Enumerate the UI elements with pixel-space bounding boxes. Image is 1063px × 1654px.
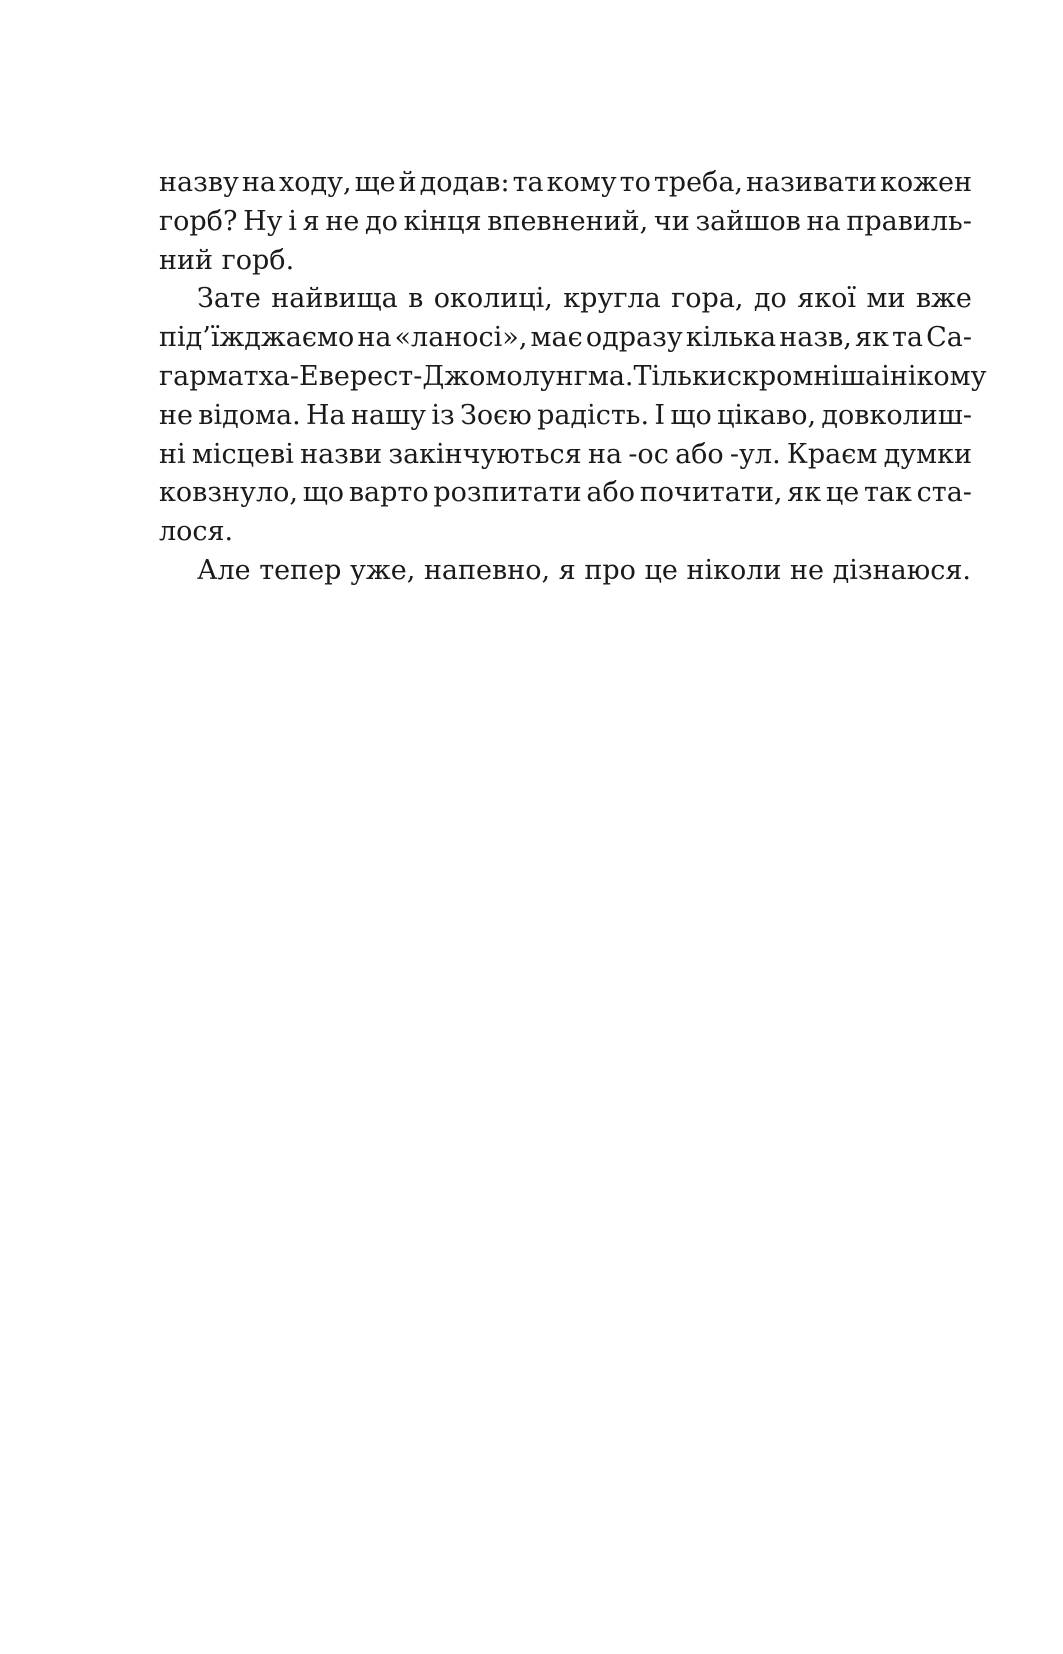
word: я xyxy=(302,205,320,237)
word: На xyxy=(306,399,346,431)
word: не xyxy=(790,554,825,586)
word: в xyxy=(408,283,424,315)
word: варто xyxy=(348,477,429,509)
word: додав: xyxy=(419,167,510,198)
word: на xyxy=(357,322,392,354)
word: я xyxy=(558,554,576,586)
word: якої xyxy=(797,283,857,315)
text-line xyxy=(159,280,972,319)
word: кругла xyxy=(563,283,661,315)
word: напевно, xyxy=(423,554,551,586)
word: вже xyxy=(915,283,972,315)
word: ста- xyxy=(916,477,972,509)
word: що xyxy=(670,399,712,431)
word: правиль- xyxy=(846,205,972,237)
word: із xyxy=(431,399,455,431)
word: Зоєю xyxy=(460,399,532,431)
word: місцеві xyxy=(191,438,294,470)
text-line xyxy=(159,513,972,552)
word: радість. xyxy=(537,399,650,431)
word: це xyxy=(644,554,678,586)
word: думки xyxy=(883,438,972,470)
word: або xyxy=(675,438,724,470)
word: й xyxy=(398,167,417,198)
word: розпитати xyxy=(433,477,582,509)
word: гора, xyxy=(671,283,744,315)
word: це xyxy=(825,477,860,509)
word: ніколи xyxy=(686,554,782,586)
text-line xyxy=(159,203,972,242)
word: назв, xyxy=(779,322,852,354)
word: Са- xyxy=(926,322,972,354)
word: відома. xyxy=(198,399,301,431)
word: та xyxy=(512,167,544,198)
word: ходу, xyxy=(279,167,352,198)
word: не xyxy=(159,399,193,431)
word: під’їжджаємо xyxy=(159,322,355,354)
word: кому xyxy=(546,167,617,198)
word: на xyxy=(587,438,623,470)
word: назви xyxy=(300,438,383,470)
word: і xyxy=(881,360,890,392)
word: закінчуються xyxy=(388,438,582,470)
word: тепер xyxy=(259,554,342,586)
text-line xyxy=(159,358,987,397)
word: так xyxy=(863,477,912,509)
word: має xyxy=(530,322,583,354)
word: до xyxy=(365,205,398,237)
word: нікому xyxy=(889,360,987,392)
word: гарматха-Еверест-Джомолунгма. xyxy=(159,360,634,392)
word: ще xyxy=(354,167,396,198)
word: про xyxy=(584,554,636,586)
word: ми xyxy=(866,283,906,315)
word: що xyxy=(302,477,345,509)
word: «ланосі», xyxy=(394,322,528,354)
word: ковзнуло, xyxy=(159,477,298,509)
word: почитати, xyxy=(639,477,783,509)
word: називати xyxy=(746,167,878,198)
word: Тільки xyxy=(633,360,727,392)
word: -ул. xyxy=(729,438,781,470)
word: як xyxy=(787,477,822,509)
word: горб. xyxy=(221,244,295,276)
text-line xyxy=(159,319,972,358)
word: на xyxy=(806,205,841,237)
body-text xyxy=(159,164,987,591)
word: Краєм xyxy=(786,438,878,470)
word: кінця xyxy=(403,205,482,237)
word: впевнений, xyxy=(487,205,649,237)
text-line xyxy=(159,164,972,203)
word: цікаво, xyxy=(717,399,817,431)
word: -ос xyxy=(628,438,669,470)
text-line xyxy=(159,436,972,475)
word: до xyxy=(753,283,787,315)
word: і xyxy=(288,205,297,237)
word: кілька xyxy=(685,322,777,354)
word: зайшов xyxy=(695,205,801,237)
word: Ну xyxy=(243,205,283,237)
text-line xyxy=(159,397,972,436)
word: довколиш- xyxy=(821,399,972,431)
word: скромніша xyxy=(726,360,882,392)
word: околиці, xyxy=(433,283,553,315)
word: дізнаюся. xyxy=(832,554,971,586)
word: не xyxy=(325,205,360,237)
word: треба, xyxy=(653,167,743,198)
word: І xyxy=(654,399,666,431)
word: як xyxy=(854,322,889,354)
word: одразу xyxy=(585,322,683,354)
word: горб? xyxy=(159,205,238,237)
word: та xyxy=(891,322,924,354)
word: чи xyxy=(653,205,690,237)
text-line xyxy=(159,474,972,513)
word: ний xyxy=(159,244,213,276)
word: то xyxy=(619,167,651,198)
word: або xyxy=(586,477,635,509)
word: ні xyxy=(159,438,186,470)
word: найвища xyxy=(271,283,398,315)
text-line xyxy=(159,242,972,281)
word: уже, xyxy=(350,554,416,586)
word: Зате xyxy=(197,283,261,315)
word: нашу xyxy=(350,399,427,431)
word: назву xyxy=(159,167,239,198)
text-line xyxy=(159,552,972,591)
word: на xyxy=(241,167,276,198)
word: Але xyxy=(197,554,251,586)
word: лося. xyxy=(159,516,234,548)
word: кожен xyxy=(880,167,972,198)
